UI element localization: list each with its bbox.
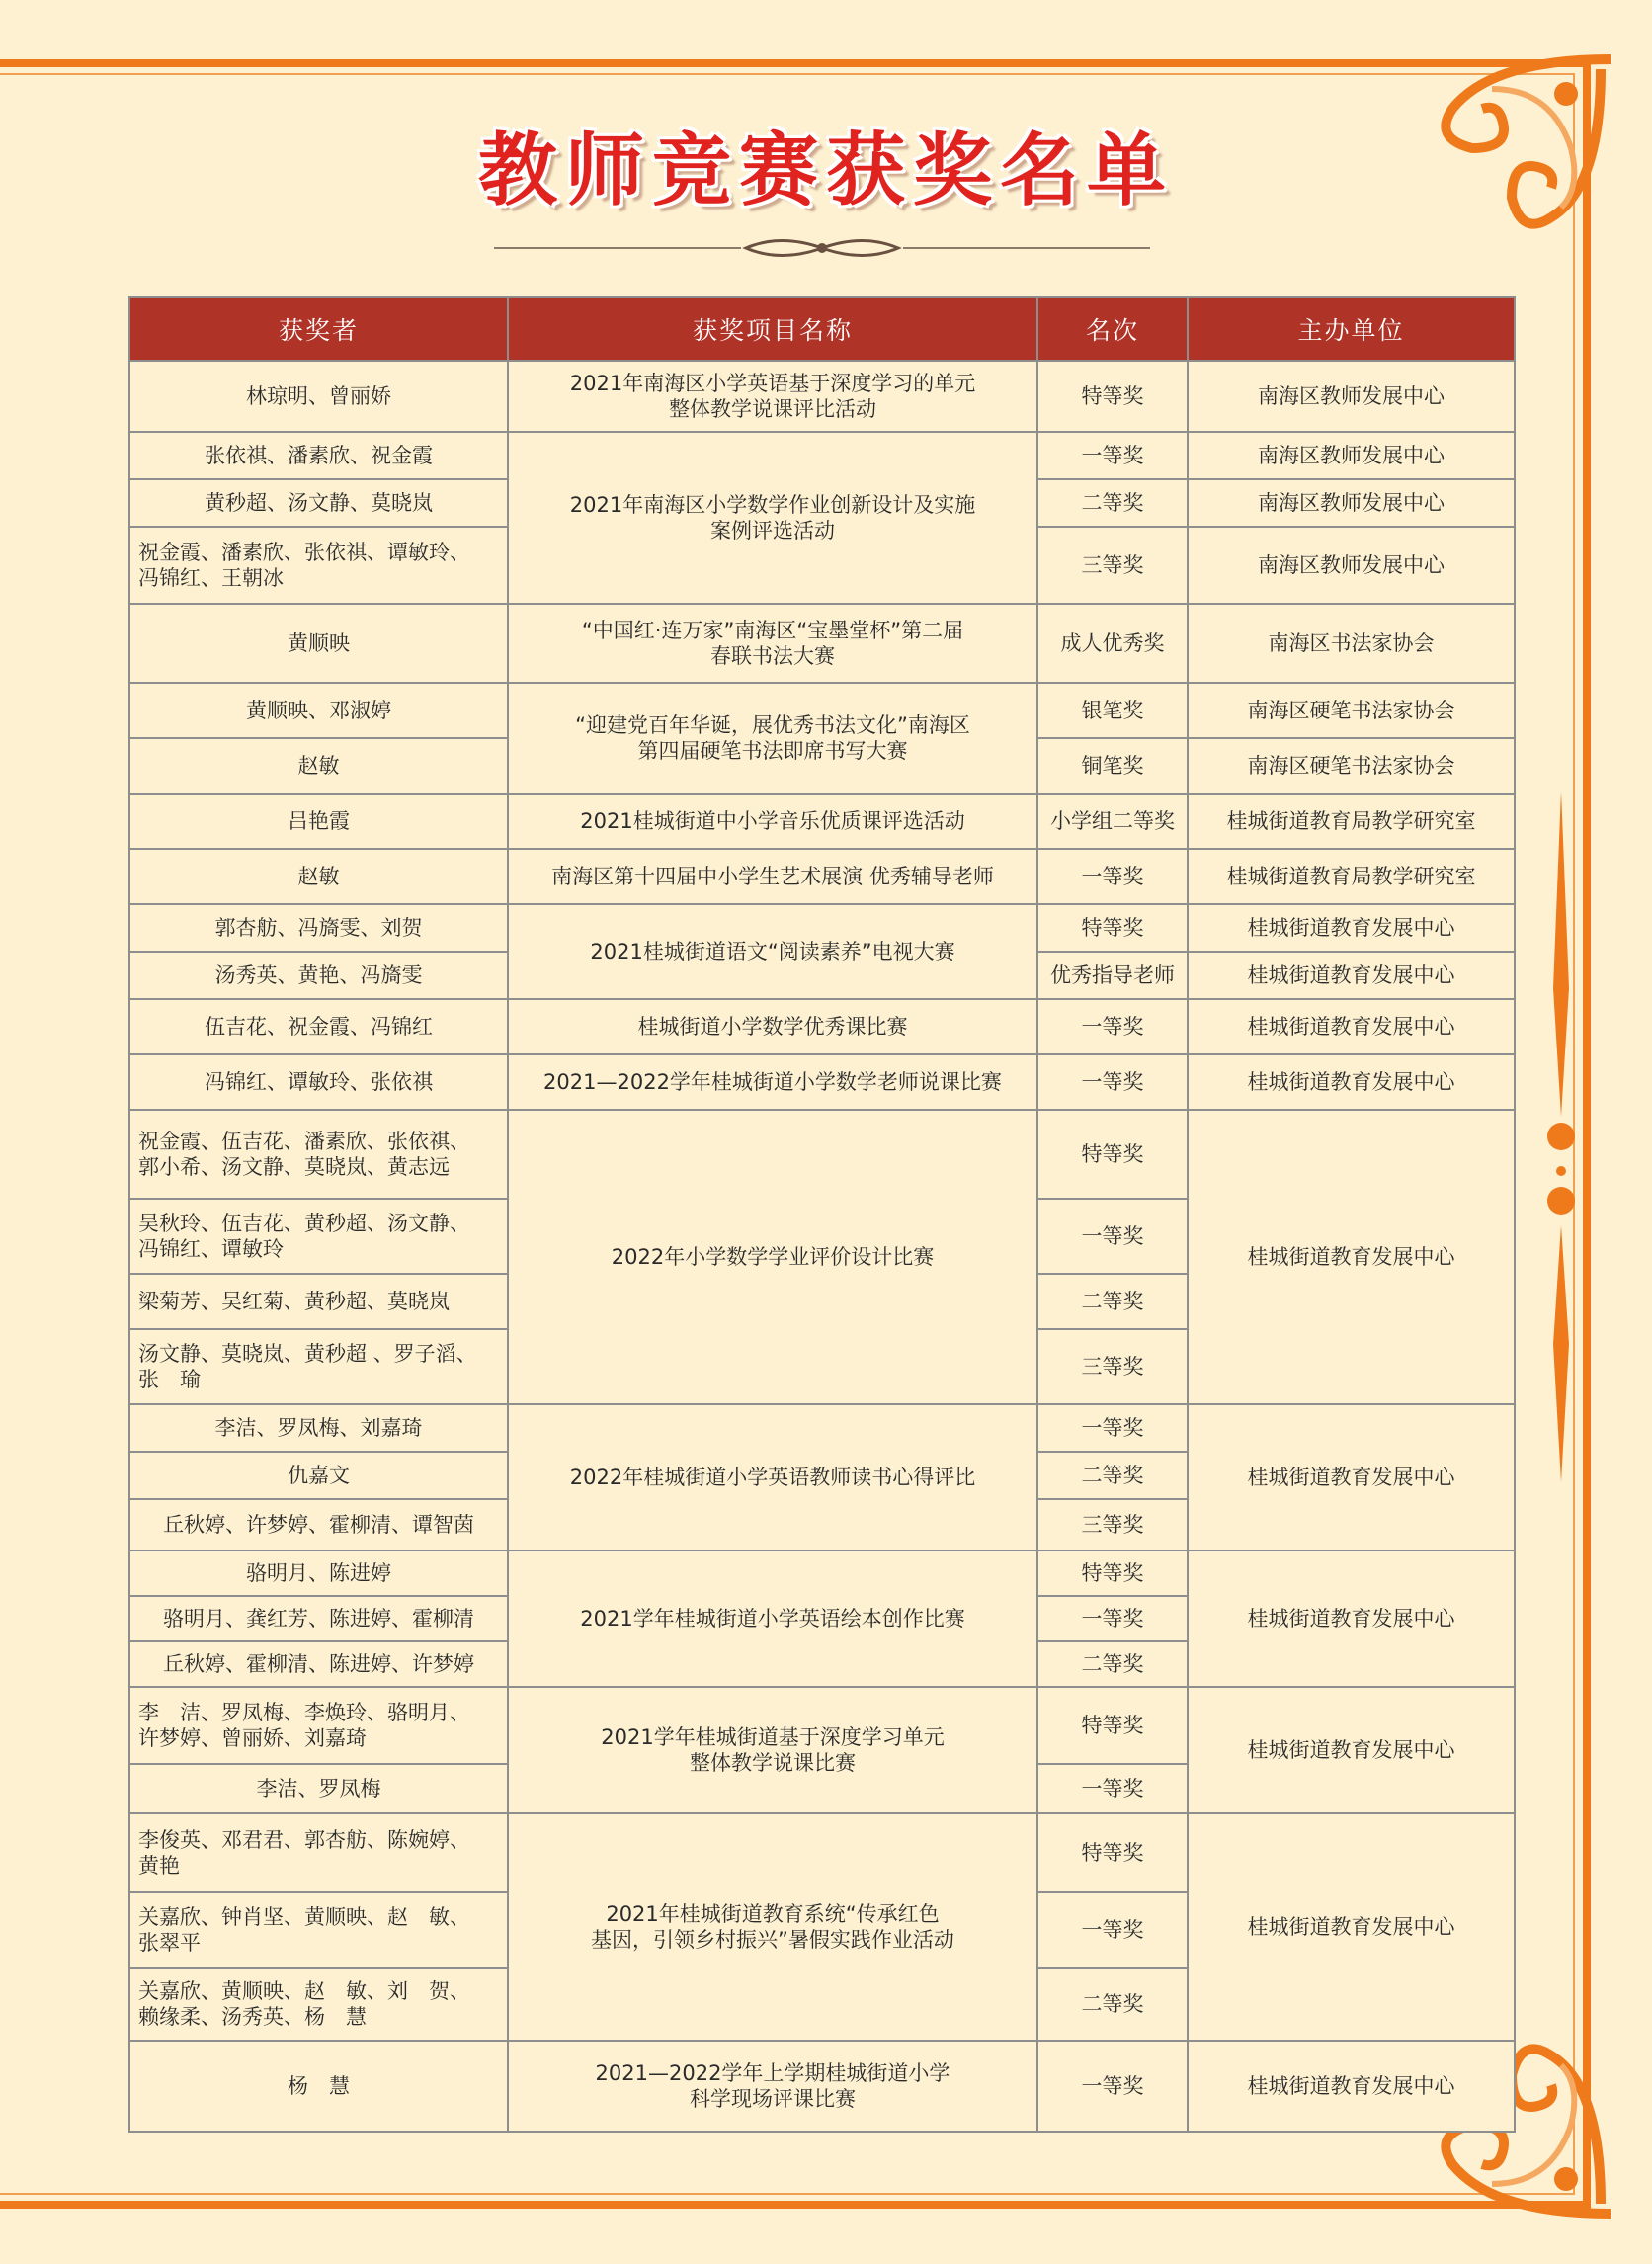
organizer-cell: 桂城街道教育发展中心 [1188,1813,1515,2041]
winners-cell: 林琼明、曾丽娇 [129,361,508,432]
header-organizer: 主办单位 [1188,297,1515,361]
rank-cell: 三等奖 [1037,1499,1188,1551]
project-cell: 2021—2022学年桂城街道小学数学老师说课比赛 [508,1054,1037,1110]
organizer-cell: 南海区教师发展中心 [1188,479,1515,527]
table-row [129,604,1515,683]
table-row [129,1813,1515,1892]
table-row [129,683,1515,738]
table-row [129,904,1515,952]
winners-cell: 李 洁、罗凤梅、李焕玲、骆明月、 许梦婷、曾丽娇、刘嘉琦 [129,1687,508,1764]
table-row [129,1110,1515,1199]
winners-cell: 李洁、罗凤梅 [129,1764,508,1813]
winners-cell: 黄秒超、汤文静、莫晓岚 [129,479,508,527]
winners-cell: 冯锦红、谭敏玲、张依祺 [129,1054,508,1110]
project-cell: 2021桂城街道语文“阅读素养”电视大赛 [508,904,1037,999]
winners-cell: 汤文静、莫晓岚、黄秒超 、罗子滔、 张 瑜 [129,1329,508,1404]
winners-cell: 关嘉欣、黄顺映、赵 敏、刘 贺、 赖缘柔、汤秀英、杨 慧 [129,1968,508,2041]
winners-cell: 张依祺、潘素欣、祝金霞 [129,432,508,479]
winners-cell: 丘秋婷、许梦婷、霍柳清、谭智茵 [129,1499,508,1551]
header-winners: 获奖者 [129,297,508,361]
organizer-cell: 桂城街道教育发展中心 [1188,2041,1515,2132]
organizer-cell: 桂城街道教育局教学研究室 [1188,849,1515,904]
project-cell: 2021学年桂城街道小学英语绘本创作比赛 [508,1551,1037,1687]
project-cell: 2021年南海区小学数学作业创新设计及实施 案例评选活动 [508,432,1037,604]
organizer-cell: 桂城街道教育局教学研究室 [1188,794,1515,849]
winners-cell: 骆明月、龚红芳、陈进婷、霍柳清 [129,1596,508,1641]
table-row [129,1551,1515,1596]
rank-cell: 一等奖 [1037,999,1188,1054]
organizer-cell: 南海区教师发展中心 [1188,432,1515,479]
project-cell: 2022年桂城街道小学英语教师读书心得评比 [508,1404,1037,1551]
organizer-cell: 桂城街道教育发展中心 [1188,952,1515,999]
awards-table [128,296,1516,2133]
organizer-cell: 桂城街道教育发展中心 [1188,1110,1515,1404]
rank-cell: 成人优秀奖 [1037,604,1188,683]
table-row [129,1404,1515,1452]
winners-cell: 杨 慧 [129,2041,508,2132]
rank-cell: 一等奖 [1037,1596,1188,1641]
rank-cell: 一等奖 [1037,1764,1188,1813]
winners-cell: 李洁、罗凤梅、刘嘉琦 [129,1404,508,1452]
table-row [129,1687,1515,1764]
rank-cell: 一等奖 [1037,1054,1188,1110]
rank-cell: 特等奖 [1037,904,1188,952]
project-cell: 2021—2022学年上学期桂城街道小学 科学现场评课比赛 [508,2041,1037,2132]
winners-cell: 李俊英、邓君君、郭杏舫、陈婉婷、 黄艳 [129,1813,508,1892]
project-cell: “中国红·连万家”南海区“宝墨堂杯”第二届 春联书法大赛 [508,604,1037,683]
rank-cell: 一等奖 [1037,1199,1188,1274]
page-title: 教师竞赛获奖名单 [478,125,1174,216]
rank-cell: 二等奖 [1037,1274,1188,1329]
table-header-row [129,297,1515,361]
winners-cell: 丘秋婷、霍柳清、陈进婷、许梦婷 [129,1641,508,1687]
winners-cell: 郭杏舫、冯旖雯、刘贺 [129,904,508,952]
rank-cell: 二等奖 [1037,1452,1188,1499]
rank-cell: 银笔奖 [1037,683,1188,738]
rank-cell: 三等奖 [1037,1329,1188,1404]
organizer-cell: 桂城街道教育发展中心 [1188,904,1515,952]
table-row [129,849,1515,904]
winners-cell: 黄顺映 [129,604,508,683]
winners-cell: 关嘉欣、钟肖坚、黄顺映、赵 敏、 张翠平 [129,1892,508,1968]
project-cell: 南海区第十四届中小学生艺术展演 优秀辅导老师 [508,849,1037,904]
winners-cell: 赵敏 [129,738,508,794]
table-row [129,794,1515,849]
winners-cell: 赵敏 [129,849,508,904]
organizer-cell: 南海区教师发展中心 [1188,527,1515,604]
winners-cell: 梁菊芳、吴红菊、黄秒超、莫晓岚 [129,1274,508,1329]
organizer-cell: 南海区硬笔书法家协会 [1188,683,1515,738]
rank-cell: 二等奖 [1037,1641,1188,1687]
table-row [129,2041,1515,2132]
rank-cell: 特等奖 [1037,1110,1188,1199]
table-row [129,999,1515,1054]
rank-cell: 二等奖 [1037,479,1188,527]
table-row [129,432,1515,479]
organizer-cell: 桂城街道教育发展中心 [1188,999,1515,1054]
rank-cell: 特等奖 [1037,1687,1188,1764]
header-rank: 名次 [1037,297,1188,361]
title-divider-icon [494,233,1150,263]
organizer-cell: 桂城街道教育发展中心 [1188,1054,1515,1110]
winners-cell: 祝金霞、潘素欣、张依祺、谭敏玲、 冯锦红、王朝冰 [129,527,508,604]
winners-cell: 伍吉花、祝金霞、冯锦红 [129,999,508,1054]
organizer-cell: 桂城街道教育发展中心 [1188,1551,1515,1687]
rank-cell: 特等奖 [1037,361,1188,432]
project-cell: 桂城街道小学数学优秀课比赛 [508,999,1037,1054]
project-cell: “迎建党百年华诞，展优秀书法文化”南海区 第四届硬笔书法即席书写大赛 [508,683,1037,794]
rank-cell: 一等奖 [1037,2041,1188,2132]
winners-cell: 黄顺映、邓淑婷 [129,683,508,738]
organizer-cell: 南海区书法家协会 [1188,604,1515,683]
rank-cell: 小学组二等奖 [1037,794,1188,849]
project-cell: 2021年桂城街道教育系统“传承红色 基因，引领乡村振兴”暑假实践作业活动 [508,1813,1037,2041]
winners-cell: 仇嘉文 [129,1452,508,1499]
rank-cell: 一等奖 [1037,1404,1188,1452]
organizer-cell: 桂城街道教育发展中心 [1188,1404,1515,1551]
winners-cell: 吴秋玲、伍吉花、黄秒超、汤文静、 冯锦红、谭敏玲 [129,1199,508,1274]
rank-cell: 特等奖 [1037,1551,1188,1596]
winners-cell: 汤秀英、黄艳、冯旖雯 [129,952,508,999]
organizer-cell: 南海区教师发展中心 [1188,361,1515,432]
rank-cell: 二等奖 [1037,1968,1188,2041]
winners-cell: 骆明月、陈进婷 [129,1551,508,1596]
winners-cell: 祝金霞、伍吉花、潘素欣、张依祺、 郭小希、汤文静、莫晓岚、黄志远 [129,1110,508,1199]
rank-cell: 铜笔奖 [1037,738,1188,794]
rank-cell: 优秀指导老师 [1037,952,1188,999]
table-row [129,1054,1515,1110]
project-cell: 2021年南海区小学英语基于深度学习的单元 整体教学说课评比活动 [508,361,1037,432]
table-row [129,361,1515,432]
organizer-cell: 桂城街道教育发展中心 [1188,1687,1515,1813]
header-project: 获奖项目名称 [508,297,1037,361]
rank-cell: 一等奖 [1037,849,1188,904]
project-cell: 2021学年桂城街道基于深度学习单元 整体教学说课比赛 [508,1687,1037,1813]
side-ornament-icon [1541,791,1581,1482]
rank-cell: 特等奖 [1037,1813,1188,1892]
project-cell: 2021桂城街道中小学音乐优质课评选活动 [508,794,1037,849]
organizer-cell: 南海区硬笔书法家协会 [1188,738,1515,794]
winners-cell: 吕艳霞 [129,794,508,849]
rank-cell: 三等奖 [1037,527,1188,604]
rank-cell: 一等奖 [1037,432,1188,479]
rank-cell: 一等奖 [1037,1892,1188,1968]
project-cell: 2022年小学数学学业评价设计比赛 [508,1110,1037,1404]
